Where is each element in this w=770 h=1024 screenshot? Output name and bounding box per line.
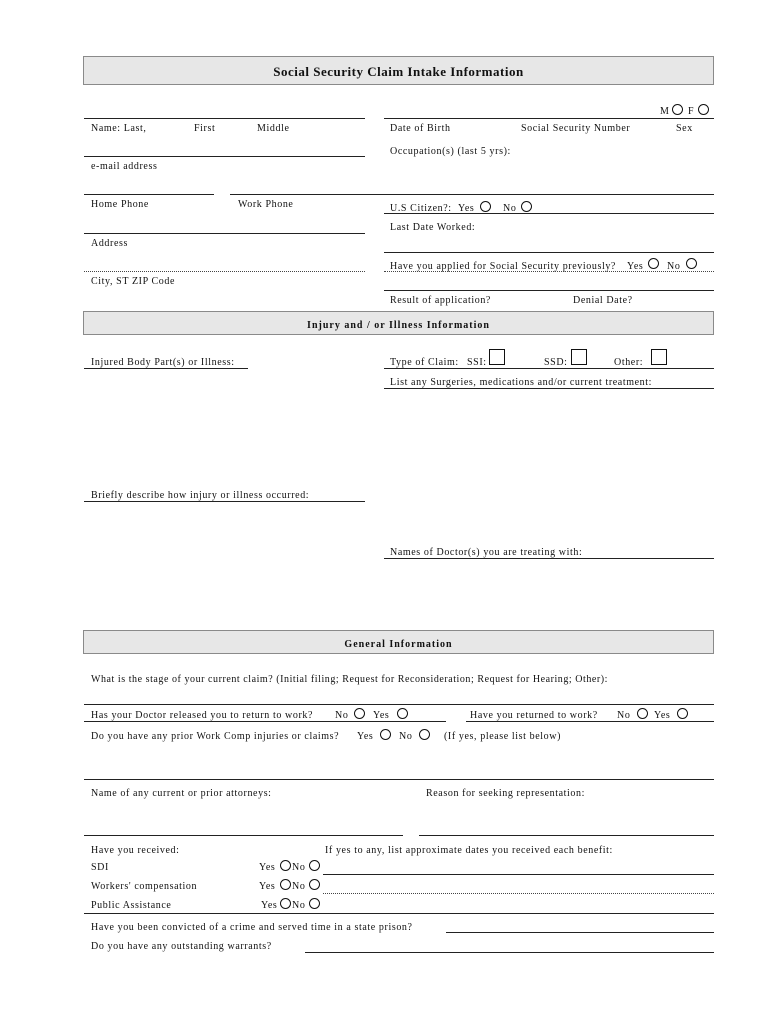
sdi-yes-radio[interactable] [280, 860, 291, 871]
prior-wc-line[interactable] [84, 779, 714, 780]
returned-label: Have you returned to work? [470, 710, 598, 721]
surgeries-label: List any Surgeries, medications and/or current treatment: [390, 377, 653, 388]
email-line[interactable] [84, 156, 365, 157]
body-parts-underline [84, 368, 248, 369]
work-phone-occupation-line[interactable] [230, 194, 714, 195]
prior-wc-no-label: No [399, 731, 413, 742]
convicted-label: Have you been convicted of a crime and served time in a state prison? [91, 922, 413, 933]
citizen-no-label: No [503, 203, 517, 214]
public-no-label: No [292, 900, 306, 911]
home-phone-line[interactable] [84, 194, 214, 195]
reason-line[interactable] [419, 835, 714, 836]
name-line[interactable] [84, 118, 365, 119]
public-yes-radio[interactable] [280, 898, 291, 909]
workers-yes-radio[interactable] [280, 879, 291, 890]
returned-no-radio[interactable] [637, 708, 648, 719]
citizen-yes-radio[interactable] [480, 201, 491, 212]
returned-yes-radio[interactable] [677, 708, 688, 719]
received-label: Have you received: [91, 845, 180, 856]
returned-no-label: No [617, 710, 631, 721]
ssd-checkbox[interactable] [571, 349, 587, 365]
prior-wc-label: Do you have any prior Work Comp injuries or claims? [91, 731, 340, 742]
sdi-no-label: No [292, 862, 306, 873]
last-date-label: Last Date Worked: [390, 222, 476, 233]
last-date-line[interactable] [384, 252, 714, 253]
sex-f-label: F [688, 106, 695, 117]
injury-header: Injury and / or Illness Information [307, 320, 490, 331]
sex-f-radio[interactable] [698, 104, 709, 115]
address-label: Address [91, 238, 128, 249]
attorneys-label: Name of any current or prior attorneys: [91, 788, 272, 799]
ssn-label: Social Security Number [521, 123, 631, 134]
general-header: General Information [344, 639, 453, 650]
dob-ssn-line[interactable] [384, 118, 714, 119]
citizen-no-radio[interactable] [521, 201, 532, 212]
form-title-bar [83, 56, 714, 85]
attorneys-line[interactable] [84, 835, 403, 836]
ssi-label: SSI: [467, 357, 487, 368]
sdi-yes-label: Yes [259, 862, 276, 873]
public-dates-line[interactable] [84, 913, 714, 914]
sdi-dates-line[interactable] [323, 874, 714, 875]
surgeries-underline [384, 388, 714, 389]
result-line[interactable] [384, 290, 714, 291]
applied-yes-label: Yes [627, 261, 644, 272]
released-no-radio[interactable] [354, 708, 365, 719]
citizen-underline [384, 213, 714, 214]
name-last-label: Name: Last, [91, 123, 147, 134]
public-label: Public Assistance [91, 900, 172, 911]
applied-no-label: No [667, 261, 681, 272]
dob-label: Date of Birth [390, 123, 451, 134]
address-dotted-line [84, 271, 365, 272]
returned-yes-label: Yes [654, 710, 671, 721]
warrants-label: Do you have any outstanding warrants? [91, 941, 272, 952]
applied-dotted-line [384, 271, 714, 272]
form-title: Social Security Claim Intake Information [273, 64, 524, 79]
returned-underline [466, 721, 714, 722]
ssd-label: SSD: [544, 357, 568, 368]
released-label: Has your Doctor released you to return to work? [91, 710, 314, 721]
workers-no-radio[interactable] [309, 879, 320, 890]
general-header-bar [83, 630, 714, 654]
claim-type-label: Type of Claim: [390, 357, 459, 368]
public-no-radio[interactable] [309, 898, 320, 909]
denial-label: Denial Date? [573, 295, 633, 306]
doctors-label: Names of Doctor(s) you are treating with: [390, 547, 583, 558]
released-yes-radio[interactable] [397, 708, 408, 719]
injury-header-bar [83, 311, 714, 335]
city-label: City, ST ZIP Code [91, 276, 176, 287]
work-phone-label: Work Phone [238, 199, 294, 210]
email-label: e-mail address [91, 161, 158, 172]
dates-label: If yes to any, list approximate dates you received each benefit: [325, 845, 613, 856]
applied-label: Have you applied for Social Security previously? [390, 261, 616, 272]
released-no-label: No [335, 710, 349, 721]
applied-yes-radio[interactable] [648, 258, 659, 269]
claim-type-underline [384, 368, 714, 369]
prior-wc-no-radio[interactable] [419, 729, 430, 740]
prior-wc-yes-label: Yes [357, 731, 374, 742]
ssi-checkbox[interactable] [489, 349, 505, 365]
workers-dates-line[interactable] [323, 893, 714, 894]
reason-label: Reason for seeking representation: [426, 788, 585, 799]
name-middle-label: Middle [257, 123, 290, 134]
workers-label: Workers' compensation [91, 881, 198, 892]
convicted-line[interactable] [446, 932, 714, 933]
workers-no-label: No [292, 881, 306, 892]
public-yes-label: Yes [261, 900, 278, 911]
if-yes-note: (If yes, please list below) [444, 731, 562, 742]
stage-label: What is the stage of your current claim? (Initial filing; Request for Reconsideration; Request for Hearing; Other): [91, 674, 608, 685]
other-checkbox[interactable] [651, 349, 667, 365]
name-first-label: First [194, 123, 216, 134]
applied-no-radio[interactable] [686, 258, 697, 269]
stage-line[interactable] [84, 704, 714, 705]
describe-underline [84, 501, 365, 502]
doctors-underline [384, 558, 714, 559]
citizen-yes-label: Yes [458, 203, 475, 214]
result-label: Result of application? [390, 295, 491, 306]
sex-m-label: M [660, 106, 670, 117]
home-phone-label: Home Phone [91, 199, 149, 210]
other-label: Other: [614, 357, 644, 368]
occupation-label: Occupation(s) (last 5 yrs): [390, 146, 511, 157]
prior-wc-yes-radio[interactable] [380, 729, 391, 740]
sex-label: Sex [676, 123, 693, 134]
sdi-no-radio[interactable] [309, 860, 320, 871]
describe-label: Briefly describe how injury or illness occurred: [91, 490, 310, 501]
released-yes-label: Yes [373, 710, 390, 721]
sex-m-radio[interactable] [672, 104, 683, 115]
body-parts-label: Injured Body Part(s) or Illness: [91, 357, 235, 368]
released-underline [84, 721, 446, 722]
workers-yes-label: Yes [259, 881, 276, 892]
address-line[interactable] [84, 233, 365, 234]
warrants-line[interactable] [305, 952, 714, 953]
citizen-label: U.S Citizen?: [390, 203, 452, 214]
sdi-label: SDI [91, 862, 109, 873]
